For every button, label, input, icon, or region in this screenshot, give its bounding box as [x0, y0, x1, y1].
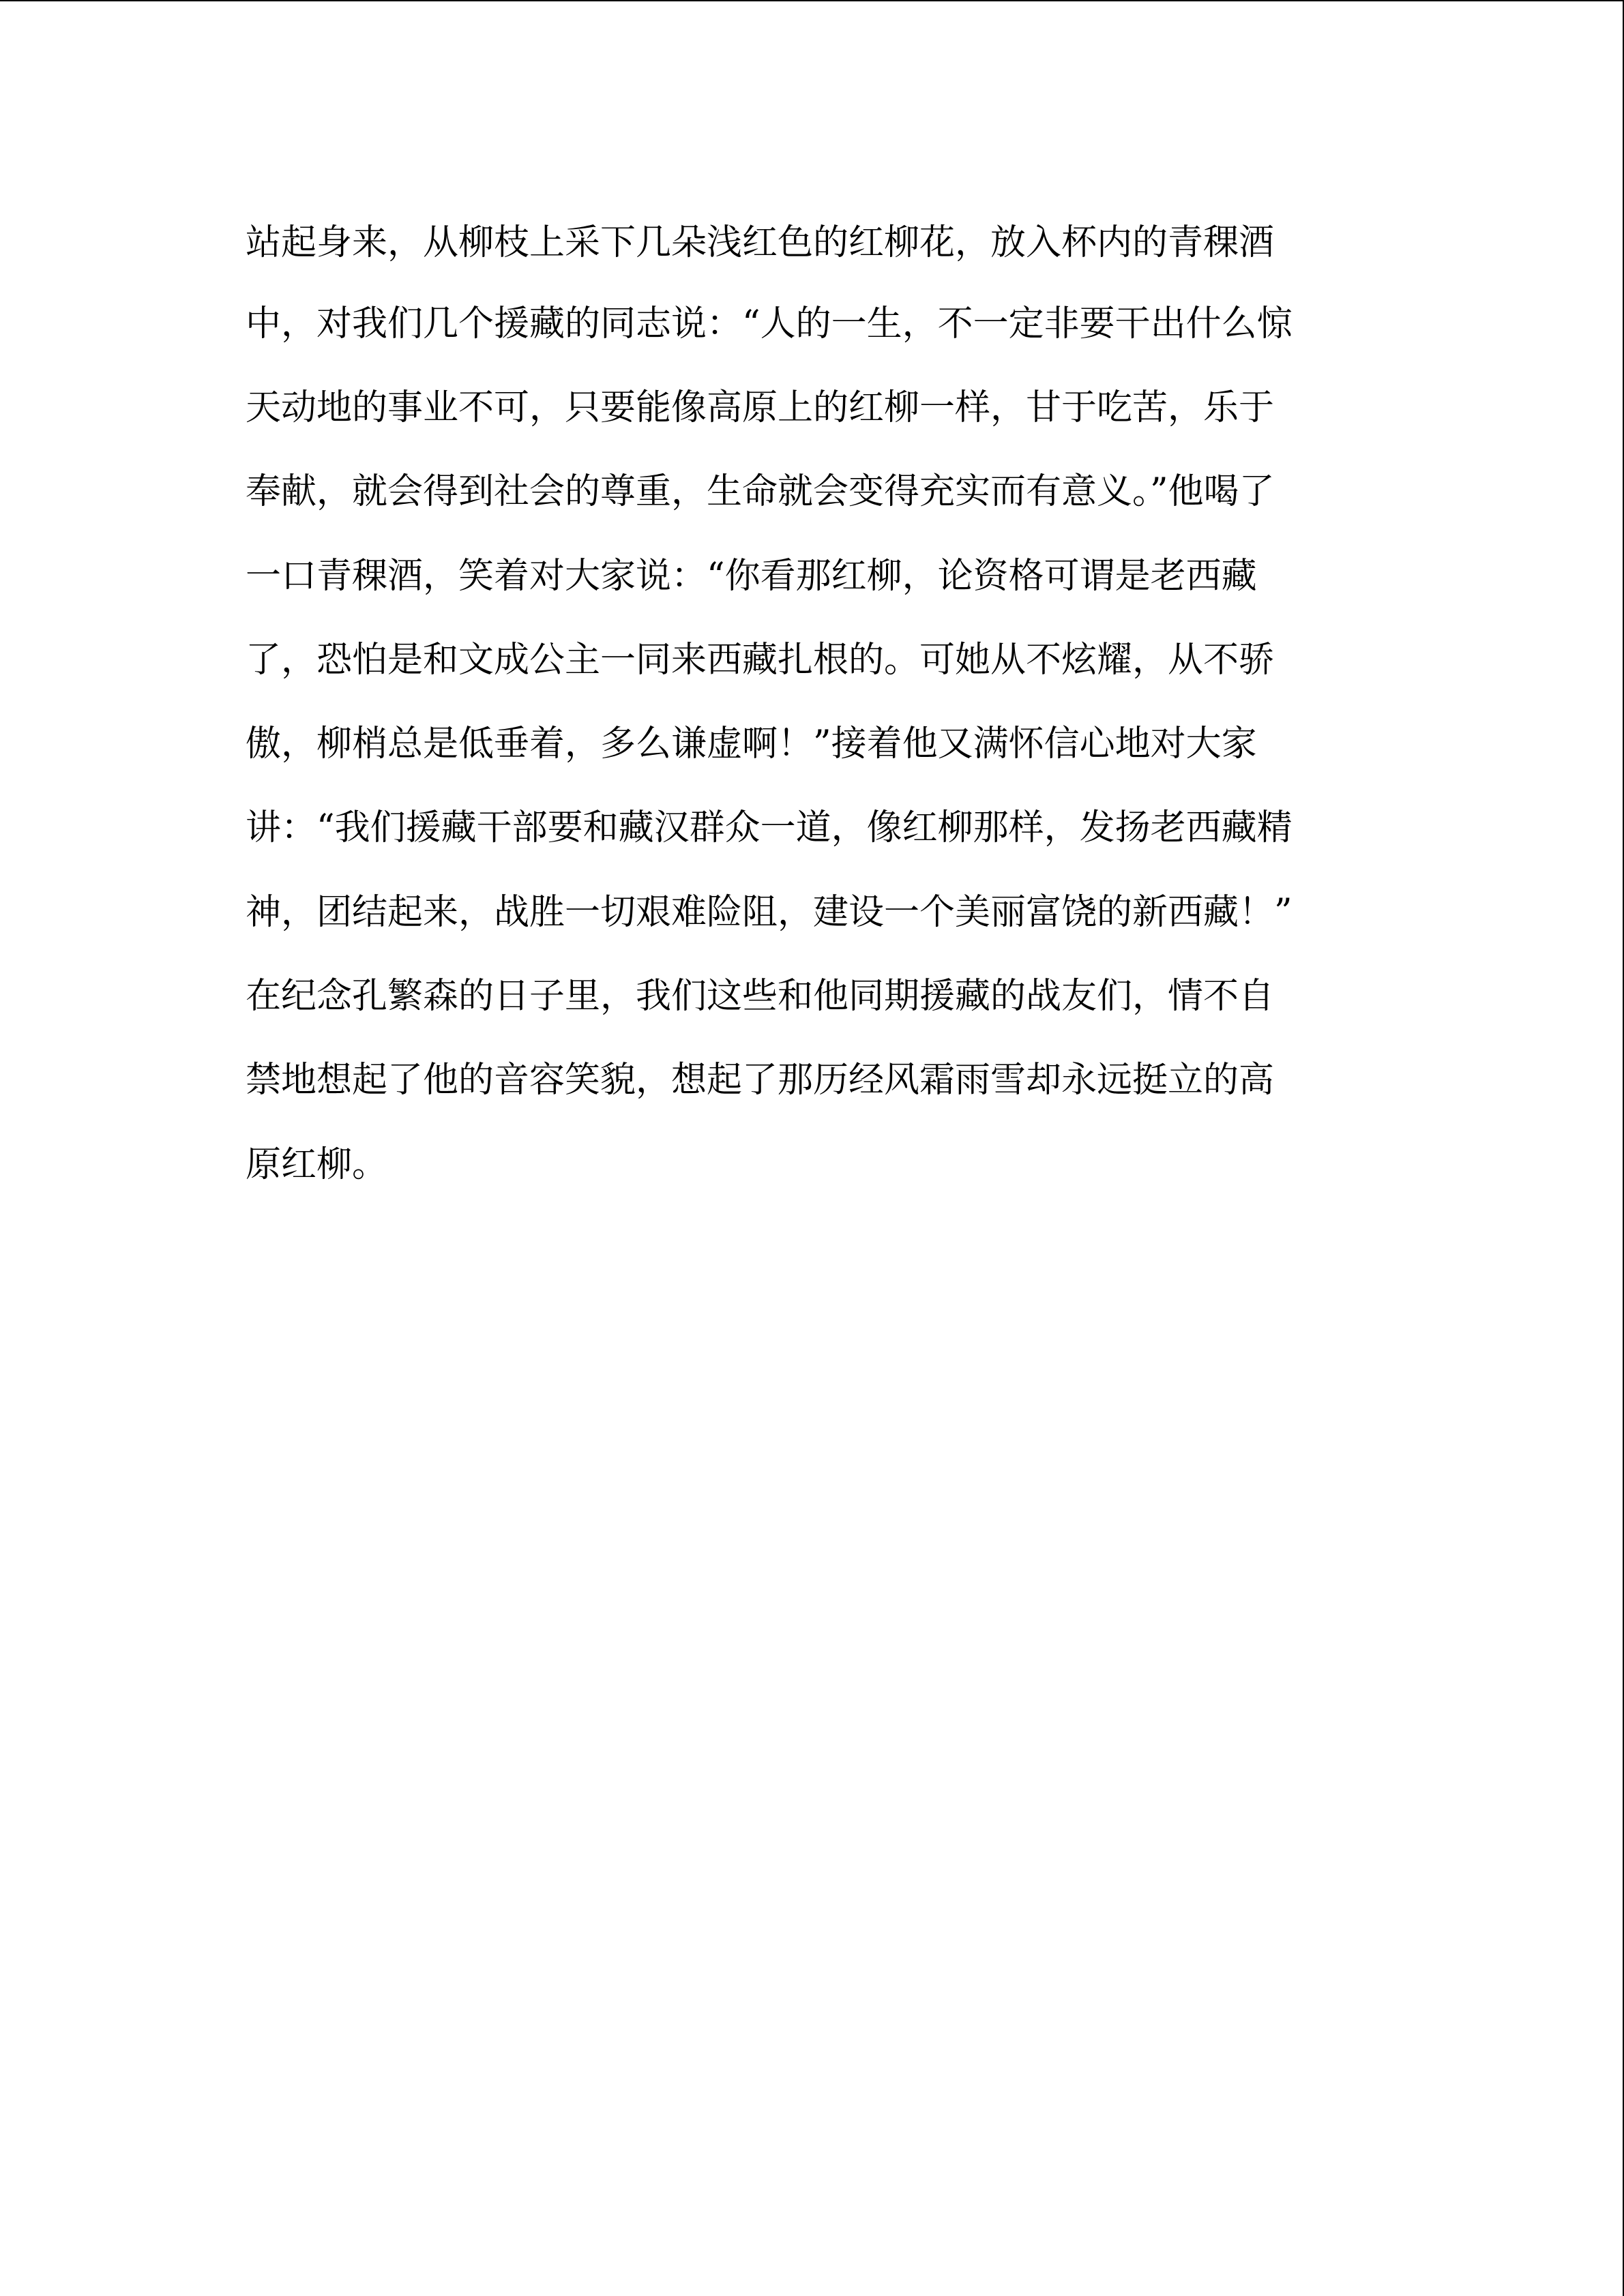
paragraph-line: 了，恐怕是和文成公主一同来西藏扎根的。可她从不炫耀，从不骄	[246, 640, 1275, 681]
paragraph-line: 禁地想起了他的音容笑貌，想起了那历经风霜雨雪却永远挺立的高	[246, 1060, 1275, 1101]
paragraph-line: 站起身来，从柳枝上采下几朵浅红色的红柳花，放入杯内的青稞酒	[246, 222, 1275, 263]
paragraph-line: 中，对我们几个援藏的同志说：“人的一生，不一定非要干出什么惊	[246, 303, 1293, 344]
paragraph-line: 神，团结起来，战胜一切艰难险阻，建设一个美丽富饶的新西藏！”	[246, 892, 1293, 933]
paragraph-line: 在纪念孔繁森的日子里，我们这些和他同期援藏的战友们，情不自	[246, 976, 1275, 1017]
paragraph-line: 天动地的事业不可，只要能像高原上的红柳一样，甘于吃苦，乐于	[246, 387, 1275, 428]
paragraph-line: 原红柳。	[246, 1144, 388, 1185]
paragraph-line: 傲，柳梢总是低垂着，多么谦虚啊！”接着他又满怀信心地对大家	[246, 724, 1257, 764]
paragraph-line: 奉献，就会得到社会的尊重，生命就会变得充实而有意义。”他喝了	[246, 471, 1275, 512]
paragraph-line: 一口青稞酒，笑着对大家说：“你看那红柳，论资格可谓是老西藏	[246, 556, 1257, 597]
paragraph-line: 讲：“我们援藏干部要和藏汉群众一道，像红柳那样，发扬老西藏精	[246, 807, 1293, 848]
